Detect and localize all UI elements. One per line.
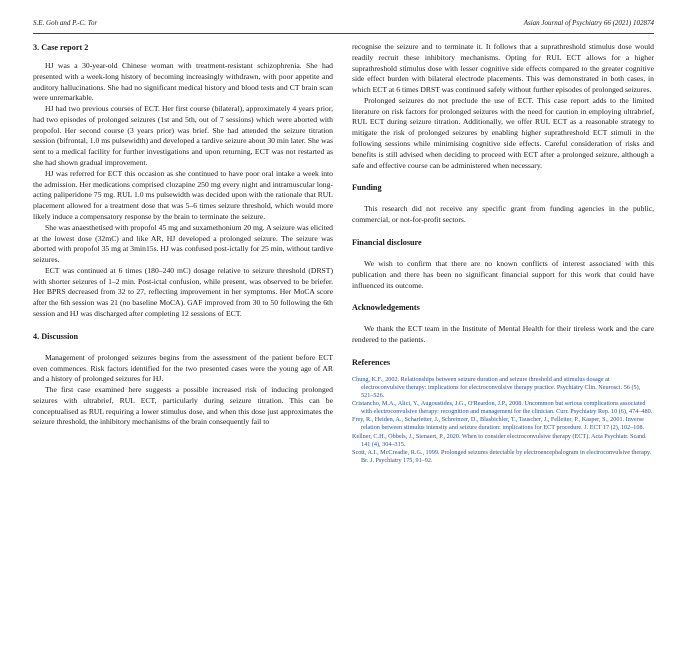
paragraph: HJ was referred for ECT this occasion as she continued to have poor oral intake a week into the admission. Her medications comprised clozapine 250 mg every night and intramuscular long-acting paliperidone 75 mg. RUL 1.0 ms pulsewidth was decided upon with the rationale that RUL placement allowed for a treatment dose that was 5–6 times seizure threshold, which would more likely induce a compensatory response by the brain to terminate the seizure. [33, 168, 333, 221]
reference-item[interactable]: Chung, K.F., 2002. Relationships between seizure duration and seizure threshold and stimulus dosage at electroconvulsive therapy: implications for electroconvulsive therapy practice. Psychiatry Clin. Neurosci. 56 (5), 521–526. [352, 375, 641, 400]
financial-disclosure-body [352, 259, 654, 291]
acknowledgements-body [352, 324, 654, 346]
discussion-heading: 4. Discussion [33, 331, 79, 341]
discussion-body [33, 353, 333, 428]
paragraph: This research did not receive any specific grant from funding agencies in the public, commercial, or not-for-profit sectors. [352, 204, 654, 225]
acknowledgements-heading: Acknowledgements [352, 303, 420, 313]
reference-list [352, 376, 654, 465]
case-report-body [33, 61, 333, 320]
left-column [33, 42, 333, 428]
paragraph: She was anaesthetised with propofol 45 mg and suxamethonium 20 mg. A seizure was elicited at the lowest dose (32mC) and like AR, HJ developed a prolonged seizure. The seizure was aborted with propofol 35 mg at 3min15s. HJ was confused post-ictally for 25 min, without tardive seizures. [33, 222, 333, 265]
reference-item[interactable]: Scott, A.I., McCreadie, R.G., 1999. Prolonged seizures detectable by electroencephalogram in electroconvulsive therapy. Br. J. Psychiatry 175, 91–92. [352, 448, 652, 464]
funding-body [352, 204, 654, 226]
financial-disclosure-heading: Financial disclosure [352, 237, 422, 247]
discussion-continued [352, 42, 654, 171]
case-report-heading: 3. Case report 2 [33, 43, 89, 52]
paragraph: recognise the seizure and to terminate it. It follows that a suprathreshold stimulus dose would readily recruit these inhibitory mechanisms. Opting for RUL ECT allows for a higher suprathreshold stimulus dose with lesser cognitive side effects compared to the greater cognitive side effect burden with bilateral electrode placements. This was demonstrated in both cases, in which ECT at 6 times DRST was continued safely without further episodes of prolonged seizures. [352, 42, 654, 95]
right-column [352, 42, 654, 465]
reference-item[interactable]: Frey, R., Heiden, A., Scharfetter, J., Schreinzer, D., Blasbichler, T., Tauscher, J., Felleiter, P., Kasper, S., 2001. Inverse relation between stimulus intensity and seizure duration: implications for ECT procedure. J. ECT 17 (2), 102–108. [352, 416, 645, 432]
paragraph: We thank the ECT team in the Institute of Mental Health for their tireless work and the care rendered to the patients. [352, 324, 654, 345]
paragraph: ECT was continued at 6 times (180–240 mC) dosage relative to seizure threshold (DRST) with shorter seizures of 1–2 min. Post-ictal confusion, while present, was observed to be briefer. Her BPRS decreased from 32 to 27, reflecting improvement in her symptoms. Her MoCA score after the 6th session was 21 (no baseline MoCA). GAF improved from 30 to 50 following the 6th session and HJ was discharged after completing 12 sessions of ECT. [33, 265, 333, 318]
reference-item[interactable]: Kellner, C.H., Obbels, J., Sienaert, P., 2020. When to consider electroconvulsive therapy (ECT). Acta Psychiatr. Scand. 141 (4), 304–315. [352, 432, 647, 448]
paragraph: We wish to confirm that there are no known conflicts of interest associated with this publication and there has been no significant financial support for this work that could have influenced its outcome. [352, 258, 654, 290]
paragraph: The first case examined here suggests a possible increased risk of inducing prolonged seizures with ultrabrief, RUL ECT, particularly during seizure titration. This can be conceptualised as RUL requiring a lower stimulus dose, and when this dose just approximates the seizure threshold, the inhibitory mechanisms of the brain consequently fail to [33, 385, 333, 427]
paragraph: HJ had two previous courses of ECT. Her first course (bilateral), approximately 4 years prior, had two episodes of prolonged seizures (1st and 5th, out of 7 sessions) which were aborted with propofol. Her second course (3 years prior) was brief. She had attended the seizure titration session (bifrontal, 1.0 ms pulsewidth) and developed a tardive seizure about 30 min later. She was sent to a medical facility for further investigations and upon returning, ECT was not restarted as she had shown gradual improvement. [33, 104, 333, 168]
journal-running-head: Asian Journal of Psychiatry 66 (2021) 102874 [523, 19, 654, 27]
funding-heading: Funding [352, 183, 382, 193]
paragraph: Prolonged seizures do not preclude the use of ECT. This case report adds to the limited literature on risk factors for prolonged seizures with the need for caution in employing ultrabrief, RUL ECT during seizure titration. Additionally, we offer RUL ECT as a reasonable strategy to mitigate the risk of prolonged seizures by enabling higher suprathreshold ECT stimuli in the following sessions while minimising cognitive side effects. Careful consideration of risks and benefits is still advised when deciding to proceed with ECT after a prolonged seizure, although a safe and effective course can be administered when necessary. [352, 95, 654, 170]
author-running-head: S.E. Goh and P.-C. Tor [33, 19, 98, 27]
paragraph: HJ was a 30-year-old Chinese woman with treatment-resistant schizophrenia. She had presented with a week-long history of becoming increasingly withdrawn, with poor appetite and auditory hallucinations. She had no significant medical history and blood tests and CT brain scan were unremarkable. [33, 61, 333, 103]
header-rule [33, 33, 654, 34]
paragraph: Management of prolonged seizures begins from the assessment of the patient before ECT even commences. Risk factors identified for the two presented cases were the young age of AR and a history of prolonged seizures for HJ. [33, 352, 333, 384]
references-heading: References [352, 357, 391, 367]
reference-item[interactable]: Cristancho, M.A., Alici, Y., Augoustides, J.G., O'Reardon, J.P., 2008. Uncommon but serious complications associated with electroconvulsive therapy: recognition and management for the clinician. Curr. Psychiatry Rep. 10 (6), 474–480. [352, 400, 653, 416]
running-head [33, 19, 654, 29]
